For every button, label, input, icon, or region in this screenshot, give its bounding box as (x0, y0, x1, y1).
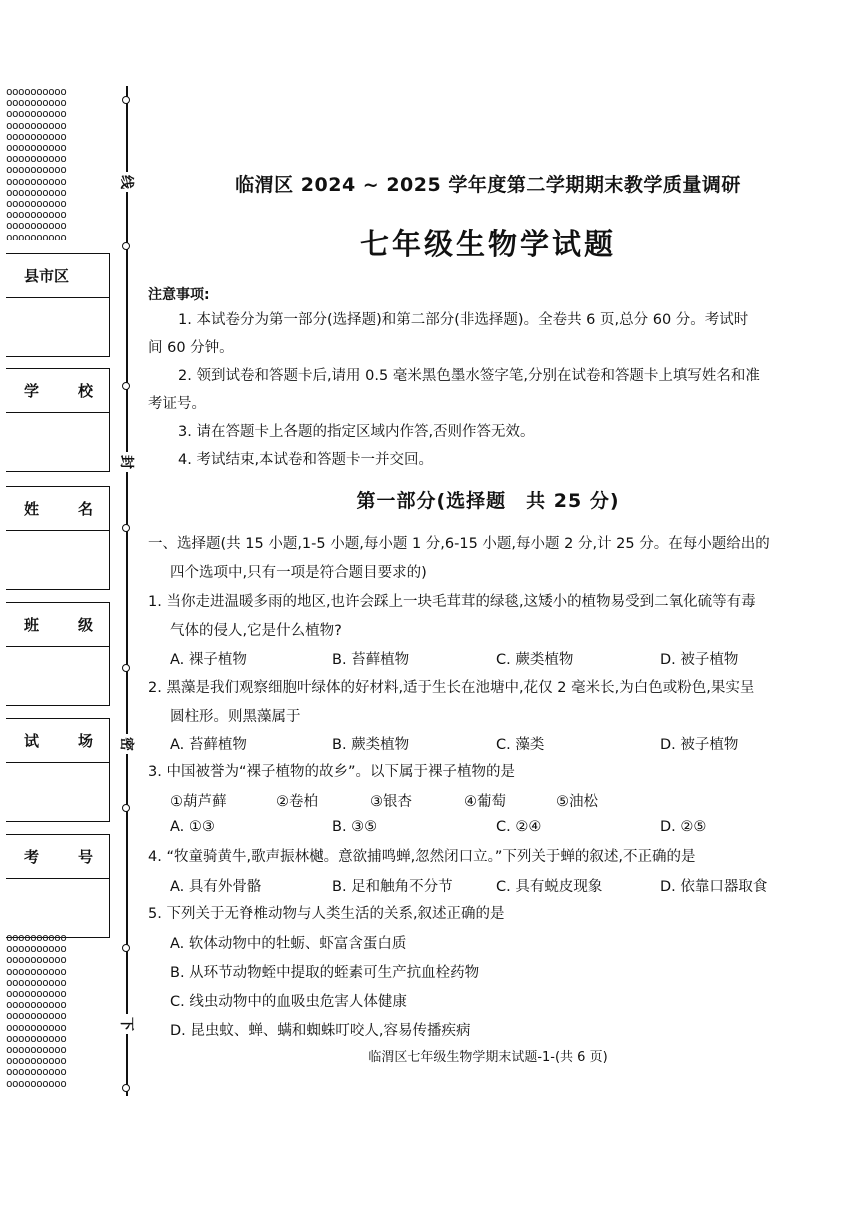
question-3-stem: 3. 中国被誉为“裸子植物的故乡”。以下属于裸子植物的是 (148, 764, 515, 780)
notice-item-1 (148, 306, 818, 362)
question-1-stem: 1. 当你走进温暖多雨的地区,也许会踩上一块毛茸茸的绿毯,这矮小的植物易受到二氧化硫等有毒 (148, 594, 756, 610)
option-b: B. 蕨类植物 (332, 737, 410, 753)
field-school-label: 学 (24, 382, 40, 400)
dot-pattern-bottom: oooooooooo oooooooooo oooooooooo oooooooooo oooooooooo oooooooooo oooooooooo oooooooooo oooooooooo oooooooooo oooooooooo oooooooooo oooooooooo oooooooooo (6, 932, 67, 1090)
dot-pattern-top: oooooooooo oooooooooo oooooooooo oooooooooo oooooooooo oooooooooo oooooooooo oooooooooo oooooooooo oooooooooo oooooooooo oooooooooo oooooooooo oooooooooo (6, 86, 67, 240)
option-d: D. 被子植物 (660, 652, 739, 668)
exam-title: 临渭区 2024 ~ 2025 学年度第二学期期末教学质量调研 (235, 174, 741, 196)
field-exam-room (6, 718, 110, 822)
field-number-label: 考 (24, 848, 40, 866)
field-name-label: 姓 (24, 500, 40, 518)
cut-char-mi: 密 (117, 734, 137, 754)
cut-char-feng: 封 (117, 452, 137, 472)
field-number-label-2: 号 (77, 848, 93, 866)
question-3 (148, 758, 820, 787)
field-county (6, 253, 110, 357)
question-4-stem: 4. “牧童骑黄牛,歌声振林樾。意欲捕鸣蝉,忽然闭口立。”下列关于蝉的叙述,不正确的是 (148, 849, 696, 865)
question-2-stem-cont: 圆柱形。则黑藻属于 (170, 709, 301, 725)
field-school-label-2: 校 (77, 382, 93, 400)
field-room-label-2: 场 (77, 732, 93, 750)
field-class-label-2: 级 (77, 616, 93, 634)
notice-item-2-line2: 考证号。 (148, 396, 206, 412)
question-5-option-a: A. 软体动物中的牡蛎、虾富含蛋白质 (170, 936, 407, 952)
item-5: ⑤油松 (556, 794, 598, 810)
notice-item-2 (148, 362, 818, 418)
question-5 (148, 900, 820, 929)
notice-heading: 注意事项: (148, 287, 210, 303)
part1-title: 第一部分(选择题 共 25 分) (356, 490, 620, 512)
binding-cut-line (118, 86, 134, 1096)
option-d: D. 依靠口器取食 (660, 879, 768, 895)
option-b: B. ③⑤ (332, 819, 378, 835)
field-class (6, 602, 110, 706)
question-2-stem: 2. 黑藻是我们观察细胞叶绿体的好材料,适于生长在池塘中,花仅 2 毫米长,为白色或粉色,果实呈 (148, 680, 755, 696)
subject-title: 七年级生物学试题 (359, 227, 616, 261)
page-footer: 临渭区七年级生物学期末试题-1-(共 6 页) (368, 1050, 608, 1065)
field-school (6, 368, 110, 472)
notice-item-4 (148, 446, 818, 474)
part1-intro (148, 530, 820, 588)
item-2: ②卷柏 (276, 794, 318, 810)
option-c: C. 藻类 (496, 737, 545, 753)
option-a: A. ①③ (170, 819, 215, 835)
option-a: A. 具有外骨骼 (170, 879, 262, 895)
notice-item-3-line1: 3. 请在答题卡上各题的指定区域内作答,否则作答无效。 (178, 424, 535, 440)
option-b: B. 苔藓植物 (332, 652, 410, 668)
field-class-label: 班 (24, 616, 40, 634)
item-3: ③银杏 (370, 794, 412, 810)
option-a: A. 苔藓植物 (170, 737, 247, 753)
option-c: C. 蕨类植物 (496, 652, 574, 668)
option-d: D. 被子植物 (660, 737, 739, 753)
item-1: ①葫芦藓 (170, 794, 227, 810)
part1-intro-line1: 一、选择题(共 15 小题,1-5 小题,每小题 1 分,6-15 小题,每小题 2 分,计 25 分。在每小题给出的 (148, 536, 770, 552)
field-name-label-2: 名 (77, 500, 93, 518)
field-room-label: 试 (24, 732, 40, 750)
option-c: C. ②④ (496, 819, 542, 835)
notice-item-1-line1: 1. 本试卷分为第一部分(选择题)和第二部分(非选择题)。全卷共 6 页,总分 60 分。考试时 (178, 312, 749, 328)
item-4: ④葡萄 (464, 794, 506, 810)
question-5-stem: 5. 下列关于无脊椎动物与人类生活的关系,叙述正确的是 (148, 906, 505, 922)
field-exam-number (6, 834, 110, 938)
part1-intro-line2: 四个选项中,只有一项是符合题目要求的) (170, 565, 427, 581)
field-name (6, 486, 110, 590)
field-county-label: 县市区 (24, 267, 70, 285)
question-5-option-c: C. 线虫动物中的血吸虫危害人体健康 (170, 994, 407, 1010)
question-2 (148, 674, 820, 732)
option-d: D. ②⑤ (660, 819, 707, 835)
notice-item-4-line1: 4. 考试结束,本试卷和答题卡一并交回。 (178, 452, 434, 468)
notice-item-2-line1: 2. 领到试卷和答题卡后,请用 0.5 毫米黑色墨水签字笔,分别在试卷和答题卡上填写姓名和准 (178, 368, 760, 384)
question-1 (148, 588, 820, 646)
question-4 (148, 843, 820, 872)
notice-item-3 (148, 418, 818, 446)
option-b: B. 足和触角不分节 (332, 879, 453, 895)
cut-char-xia: 下 (117, 1014, 137, 1034)
option-a: A. 裸子植物 (170, 652, 247, 668)
question-5-option-b: B. 从环节动物蛭中提取的蛭素可生产抗血栓药物 (170, 965, 480, 981)
question-5-option-d: D. 昆虫蚊、蝉、螨和蜘蛛叮咬人,容易传播疾病 (170, 1023, 471, 1039)
cut-char-xian: 线 (117, 172, 137, 192)
notice-item-1-line2: 间 60 分钟。 (148, 340, 234, 356)
question-1-stem-cont: 气体的侵人,它是什么植物? (170, 623, 342, 639)
option-c: C. 具有蜕皮现象 (496, 879, 603, 895)
